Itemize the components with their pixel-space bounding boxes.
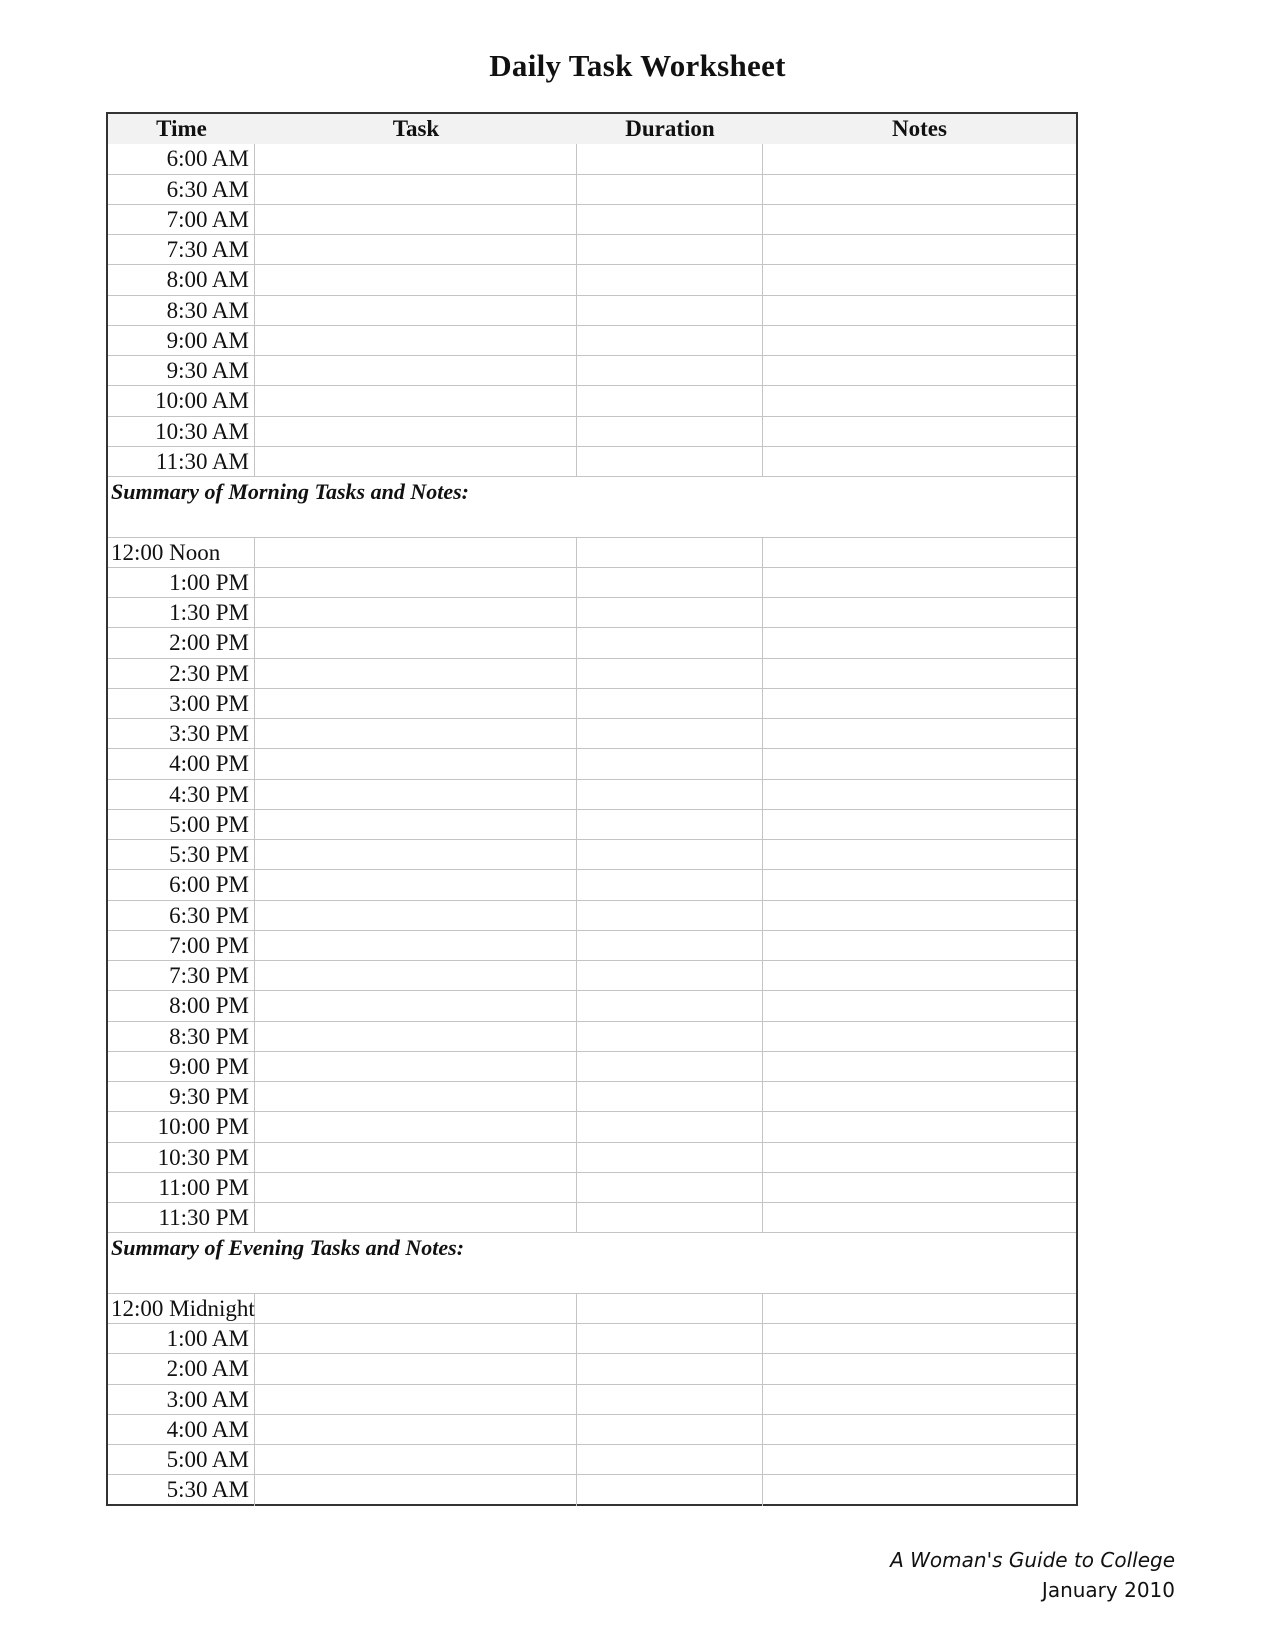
table-row — [108, 1415, 1076, 1445]
duration-cell[interactable] — [577, 1203, 763, 1232]
task-cell[interactable] — [255, 1324, 577, 1353]
task-cell[interactable] — [255, 1445, 577, 1474]
duration-cell[interactable] — [577, 356, 763, 385]
time-cell: 2:30 PM — [108, 659, 255, 688]
task-cell[interactable] — [255, 1475, 577, 1505]
time-cell: 7:30 AM — [108, 235, 255, 264]
notes-cell[interactable] — [763, 931, 1076, 960]
time-cell: 11:00 PM — [108, 1173, 255, 1202]
notes-cell[interactable] — [763, 870, 1076, 899]
table-row — [108, 1294, 1076, 1324]
duration-cell[interactable] — [577, 1173, 763, 1202]
notes-cell[interactable] — [763, 1082, 1076, 1111]
time-cell: 4:30 PM — [108, 780, 255, 809]
column-header-duration: Duration — [625, 116, 715, 141]
footer-date: January 2010 — [1041, 1578, 1175, 1602]
duration-cell[interactable] — [577, 840, 763, 869]
time-cell: 8:00 PM — [108, 991, 255, 1020]
morning-section — [108, 144, 1076, 477]
duration-cell[interactable] — [577, 991, 763, 1020]
task-cell[interactable] — [255, 447, 577, 476]
duration-cell[interactable] — [577, 265, 763, 294]
table-row — [108, 1203, 1076, 1233]
table-row — [108, 1445, 1076, 1475]
table-row — [108, 417, 1076, 447]
time-cell: 12:00 Noon — [108, 538, 255, 567]
time-cell: 7:30 PM — [108, 961, 255, 990]
table-row — [108, 175, 1076, 205]
table-row — [108, 265, 1076, 295]
duration-cell[interactable] — [577, 780, 763, 809]
table-row — [108, 1354, 1076, 1384]
time-cell: 5:00 AM — [108, 1445, 255, 1474]
notes-cell[interactable] — [763, 447, 1076, 476]
time-cell: 7:00 AM — [108, 205, 255, 234]
time-cell: 6:00 AM — [108, 144, 255, 173]
notes-cell[interactable] — [763, 901, 1076, 930]
table-row — [108, 296, 1076, 326]
task-cell[interactable] — [255, 901, 577, 930]
notes-cell[interactable] — [763, 1475, 1076, 1505]
duration-cell[interactable] — [577, 901, 763, 930]
afternoon-section — [108, 538, 1076, 1234]
table-row — [108, 1082, 1076, 1112]
time-cell: 2:00 PM — [108, 628, 255, 657]
table-row — [108, 749, 1076, 779]
task-cell[interactable] — [255, 538, 577, 567]
notes-cell[interactable] — [763, 991, 1076, 1020]
task-cell[interactable] — [255, 175, 577, 204]
task-cell[interactable] — [255, 1143, 577, 1172]
time-cell: 3:30 PM — [108, 719, 255, 748]
task-cell[interactable] — [255, 568, 577, 597]
notes-cell[interactable] — [763, 659, 1076, 688]
table-row — [108, 689, 1076, 719]
time-cell: 6:00 PM — [108, 870, 255, 899]
duration-cell[interactable] — [577, 1324, 763, 1353]
duration-cell[interactable] — [577, 538, 763, 567]
table-row — [108, 870, 1076, 900]
table-row — [108, 447, 1076, 477]
duration-cell[interactable] — [577, 931, 763, 960]
duration-cell[interactable] — [577, 235, 763, 264]
duration-cell[interactable] — [577, 1445, 763, 1474]
notes-cell[interactable] — [763, 205, 1076, 234]
task-cell[interactable] — [255, 810, 577, 839]
notes-cell[interactable] — [763, 719, 1076, 748]
time-cell: 10:00 PM — [108, 1112, 255, 1141]
notes-cell[interactable] — [763, 749, 1076, 778]
task-cell[interactable] — [255, 326, 577, 355]
time-cell: 12:00 Midnight — [108, 1294, 255, 1323]
notes-cell[interactable] — [763, 386, 1076, 415]
evening-summary[interactable]: Summary of Evening Tasks and Notes: — [108, 1233, 1076, 1294]
duration-cell[interactable] — [577, 719, 763, 748]
duration-cell[interactable] — [577, 961, 763, 990]
column-header-notes: Notes — [892, 116, 947, 141]
footer — [890, 1545, 1175, 1605]
notes-cell[interactable] — [763, 538, 1076, 567]
task-cell[interactable] — [255, 144, 577, 173]
task-cell[interactable] — [255, 749, 577, 778]
duration-cell[interactable] — [577, 1385, 763, 1414]
notes-cell[interactable] — [763, 1294, 1076, 1323]
task-cell[interactable] — [255, 235, 577, 264]
notes-cell[interactable] — [763, 810, 1076, 839]
task-cell[interactable] — [255, 265, 577, 294]
notes-cell[interactable] — [763, 1203, 1076, 1232]
notes-cell[interactable] — [763, 1354, 1076, 1383]
time-cell: 11:30 AM — [108, 447, 255, 476]
duration-cell[interactable] — [577, 598, 763, 627]
task-cell[interactable] — [255, 1112, 577, 1141]
table-row — [108, 991, 1076, 1021]
time-cell: 5:00 PM — [108, 810, 255, 839]
notes-cell[interactable] — [763, 417, 1076, 446]
night-section — [108, 1294, 1076, 1506]
duration-cell[interactable] — [577, 1022, 763, 1051]
duration-cell[interactable] — [577, 659, 763, 688]
morning-summary[interactable]: Summary of Morning Tasks and Notes: — [108, 477, 1076, 538]
notes-cell[interactable] — [763, 780, 1076, 809]
notes-cell[interactable] — [763, 961, 1076, 990]
table-row — [108, 1143, 1076, 1173]
table-row — [108, 568, 1076, 598]
time-cell: 3:00 PM — [108, 689, 255, 718]
duration-cell[interactable] — [577, 810, 763, 839]
time-cell: 8:30 PM — [108, 1022, 255, 1051]
duration-cell[interactable] — [577, 175, 763, 204]
table-row — [108, 538, 1076, 568]
duration-cell[interactable] — [577, 1475, 763, 1505]
table-row — [108, 931, 1076, 961]
task-cell[interactable] — [255, 931, 577, 960]
task-cell[interactable] — [255, 1082, 577, 1111]
table-row — [108, 386, 1076, 416]
column-header-task: Task — [392, 116, 440, 141]
notes-cell[interactable] — [763, 326, 1076, 355]
task-cell[interactable] — [255, 689, 577, 718]
notes-cell[interactable] — [763, 1173, 1076, 1202]
task-cell[interactable] — [255, 780, 577, 809]
table-row — [108, 628, 1076, 658]
task-cell[interactable] — [255, 659, 577, 688]
task-cell[interactable] — [255, 296, 577, 325]
time-cell: 8:30 AM — [108, 296, 255, 325]
task-cell[interactable] — [255, 840, 577, 869]
page-title: Daily Task Worksheet — [489, 48, 786, 83]
duration-cell[interactable] — [577, 205, 763, 234]
task-cell[interactable] — [255, 356, 577, 385]
duration-cell[interactable] — [577, 1143, 763, 1172]
task-cell[interactable] — [255, 1203, 577, 1232]
task-cell[interactable] — [255, 961, 577, 990]
table-row — [108, 1324, 1076, 1354]
task-cell[interactable] — [255, 386, 577, 415]
time-cell: 5:30 AM — [108, 1475, 255, 1505]
time-cell: 7:00 PM — [108, 931, 255, 960]
table-row — [108, 840, 1076, 870]
duration-cell[interactable] — [577, 749, 763, 778]
task-cell[interactable] — [255, 1385, 577, 1414]
table-row — [108, 598, 1076, 628]
task-cell[interactable] — [255, 1354, 577, 1383]
duration-cell[interactable] — [577, 447, 763, 476]
duration-cell[interactable] — [577, 386, 763, 415]
duration-cell[interactable] — [577, 296, 763, 325]
time-cell: 5:30 PM — [108, 840, 255, 869]
notes-cell[interactable] — [763, 265, 1076, 294]
task-cell[interactable] — [255, 205, 577, 234]
duration-cell[interactable] — [577, 628, 763, 657]
time-cell: 10:30 PM — [108, 1143, 255, 1172]
table-row — [108, 1112, 1076, 1142]
task-cell[interactable] — [255, 1173, 577, 1202]
table-row — [108, 1052, 1076, 1082]
duration-cell[interactable] — [577, 326, 763, 355]
table-row — [108, 144, 1076, 174]
table-row — [108, 1385, 1076, 1415]
duration-cell[interactable] — [577, 870, 763, 899]
notes-cell[interactable] — [763, 1324, 1076, 1353]
time-cell: 6:30 PM — [108, 901, 255, 930]
task-cell[interactable] — [255, 991, 577, 1020]
notes-cell[interactable] — [763, 628, 1076, 657]
table-row — [108, 659, 1076, 689]
notes-cell[interactable] — [763, 1385, 1076, 1414]
duration-cell[interactable] — [577, 1294, 763, 1323]
time-cell: 4:00 AM — [108, 1415, 255, 1444]
time-cell: 8:00 AM — [108, 265, 255, 294]
notes-cell[interactable] — [763, 1445, 1076, 1474]
time-cell: 11:30 PM — [108, 1203, 255, 1232]
task-cell[interactable] — [255, 719, 577, 748]
time-cell: 2:00 AM — [108, 1354, 255, 1383]
table-row — [108, 1173, 1076, 1203]
table-row — [108, 326, 1076, 356]
notes-cell[interactable] — [763, 1052, 1076, 1081]
task-cell[interactable] — [255, 417, 577, 446]
task-cell[interactable] — [255, 628, 577, 657]
table-header — [108, 114, 1076, 144]
time-cell: 1:00 PM — [108, 568, 255, 597]
time-cell: 9:00 PM — [108, 1052, 255, 1081]
notes-cell[interactable] — [763, 840, 1076, 869]
table-row — [108, 961, 1076, 991]
duration-cell[interactable] — [577, 1052, 763, 1081]
time-cell: 6:30 AM — [108, 175, 255, 204]
time-cell: 1:00 AM — [108, 1324, 255, 1353]
table-row — [108, 719, 1076, 749]
notes-cell[interactable] — [763, 1022, 1076, 1051]
duration-cell[interactable] — [577, 689, 763, 718]
time-cell: 10:00 AM — [108, 386, 255, 415]
footer-guide-title: A Woman's Guide to College — [890, 1548, 1175, 1572]
notes-cell[interactable] — [763, 689, 1076, 718]
duration-cell[interactable] — [577, 417, 763, 446]
task-cell[interactable] — [255, 1022, 577, 1051]
notes-cell[interactable] — [763, 296, 1076, 325]
time-cell: 9:00 AM — [108, 326, 255, 355]
time-cell: 9:30 PM — [108, 1082, 255, 1111]
table-row — [108, 810, 1076, 840]
duration-cell[interactable] — [577, 144, 763, 173]
table-row — [108, 235, 1076, 265]
task-table — [106, 112, 1078, 1506]
duration-cell[interactable] — [577, 1354, 763, 1383]
table-row — [108, 901, 1076, 931]
time-cell: 1:30 PM — [108, 598, 255, 627]
notes-cell[interactable] — [763, 1415, 1076, 1444]
table-row — [108, 780, 1076, 810]
table-row — [108, 356, 1076, 386]
task-cell[interactable] — [255, 870, 577, 899]
table-row — [108, 1022, 1076, 1052]
time-cell: 4:00 PM — [108, 749, 255, 778]
time-cell: 9:30 AM — [108, 356, 255, 385]
notes-cell[interactable] — [763, 235, 1076, 264]
notes-cell[interactable] — [763, 598, 1076, 627]
duration-cell[interactable] — [577, 1112, 763, 1141]
task-cell[interactable] — [255, 1294, 577, 1323]
notes-cell[interactable] — [763, 175, 1076, 204]
duration-cell[interactable] — [577, 1415, 763, 1444]
task-cell[interactable] — [255, 1052, 577, 1081]
table-row — [108, 205, 1076, 235]
task-cell[interactable] — [255, 598, 577, 627]
time-cell: 3:00 AM — [108, 1385, 255, 1414]
notes-cell[interactable] — [763, 144, 1076, 173]
task-cell[interactable] — [255, 1415, 577, 1444]
duration-cell[interactable] — [577, 568, 763, 597]
notes-cell[interactable] — [763, 356, 1076, 385]
notes-cell[interactable] — [763, 568, 1076, 597]
notes-cell[interactable] — [763, 1143, 1076, 1172]
time-cell: 10:30 AM — [108, 417, 255, 446]
notes-cell[interactable] — [763, 1112, 1076, 1141]
table-row — [108, 1475, 1076, 1505]
column-header-time: Time — [156, 116, 207, 141]
duration-cell[interactable] — [577, 1082, 763, 1111]
